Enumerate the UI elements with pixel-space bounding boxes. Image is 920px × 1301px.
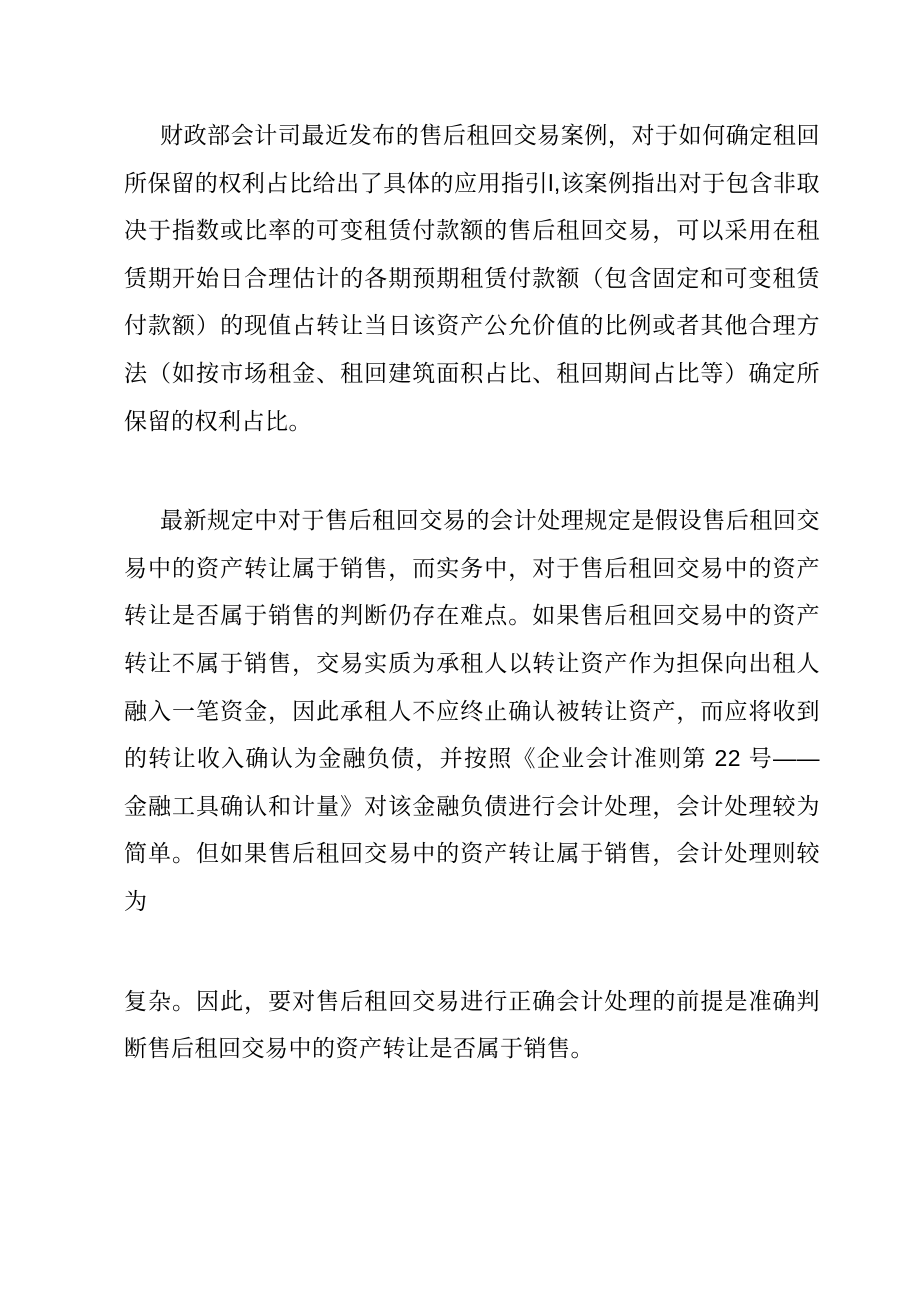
paragraph-3: 复杂。因此，要对售后租回交易进行正确会计处理的前提是准确判断售后租回交易中的资产转让是否属于销售。	[124, 987, 820, 1062]
document-page	[124, 112, 820, 1073]
paragraph-2: 最新规定中对于售后租回交易的会计处理规定是假设售后租回交易中的资产转让属于销售，而实务中，对于售后租回交易中的资产转让是否属于销售的判断仍存在难点。如果售后租回交易中的资产转让不属于销售，交易实质为承租人以转让资产作为担保向出租人融入一笔资金，因此承租人不应终止确认被转让资产，而应将收到的转让收入确认为金融负债，并按照《企业会计准则第 22 号——金融工具确认和计量》对该金融负债进行会计处理，会计处理较为简单。但如果售后租回交易中的资产转让属于销售，会计处理则较为	[124, 507, 820, 914]
paragraph-1: 财政部会计司最近发布的售后租回交易案例，对于如何确定租回所保留的权利占比给出了具体的应用指引l,该案例指出对于包含非取决于指数或比率的可变租赁付款额的售后租回交易，可以采用在租赁期开始日合理估计的各期预期租赁付款额（包含固定和可变租赁付款额）的现值占转让当日该资产公允价值的比例或者其他合理方法（如按市场租金、租回建筑面积占比、租回期间占比等）确定所保留的权利占比。	[124, 122, 820, 434]
